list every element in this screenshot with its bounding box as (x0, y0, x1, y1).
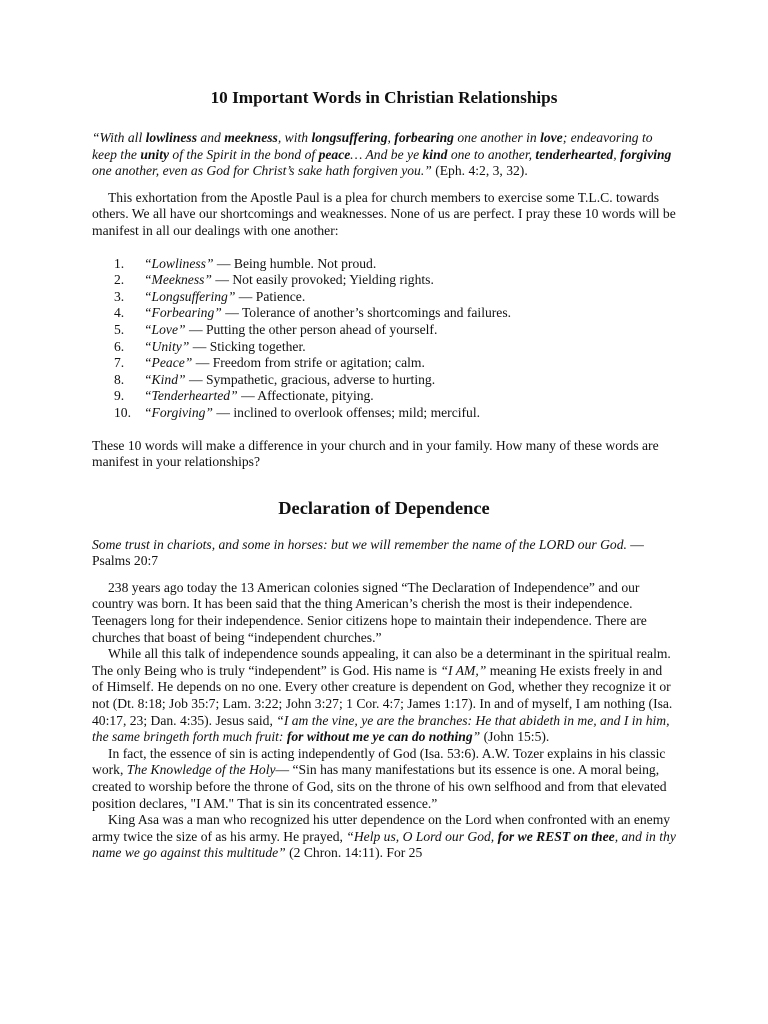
epigraph-text: Some trust in chariots, and some in horses: but we will remember the name of the LORD our God. (92, 536, 627, 552)
item-term: “Unity” (144, 338, 190, 354)
emphasized-text: for we REST on thee (497, 828, 615, 844)
epigraph-keyword: tenderhearted (535, 146, 614, 162)
quoted-text: , and in thy name we go against this multitude” (92, 828, 676, 861)
item-definition: — Putting the other person ahead of yourself. (185, 321, 438, 337)
item-number: 7. (114, 355, 125, 371)
list-item (92, 272, 676, 289)
quoted-text: “I am the vine, ye are the branches: He that abideth in me, and I in him, the same bringeth forth much fruit: (92, 712, 670, 745)
body-paragraph (92, 646, 676, 746)
body-paragraph (92, 812, 676, 862)
epigraph-keyword: lowliness (145, 130, 198, 145)
item-number: 3. (114, 288, 125, 304)
epigraph-reference: (Eph. 4:2, 3, 32). (431, 163, 528, 179)
epigraph-text: one to another, (447, 146, 536, 162)
item-number: 10. (114, 404, 131, 420)
paragraph-text: meaning He exists freely in and of Himself. He depends on no one. Every other creature is dependent on God, whether they recognize it or not (Dt. 8:18; Job 35:7; Lam. 3:22; John 3:27; 1 Cor. 4:7; James 1:17). In and of myself, I am nothing (Isa. 40:17, 23; Dan. 4:35). Jesus said, (92, 662, 673, 728)
list-item (92, 355, 676, 372)
epigraph-text: and (197, 130, 225, 145)
item-definition: — Being humble. Not proud. (213, 255, 377, 271)
epigraph-text: of the Spirit in the bond of (169, 146, 319, 162)
epigraph-keyword: forgiving (620, 146, 672, 162)
epigraph-text: one another in (453, 130, 541, 145)
item-term: “Forgiving” (144, 404, 213, 420)
paragraph-text: — “Sin has many manifestations but its essence is one. A moral being, created to worship before the throne of God, sits on the throne of his own selfhood and from that elevated position declares, "I AM." That is sin its concentrated essence.” (92, 762, 667, 811)
word-list (92, 256, 676, 422)
epigraph-keyword: unity (140, 146, 170, 162)
epigraph-text: , (387, 130, 395, 145)
item-definition: — inclined to overlook offenses; mild; merciful. (212, 404, 481, 420)
item-number: 6. (114, 338, 125, 354)
item-definition: — Freedom from strife or agitation; calm. (192, 355, 425, 371)
epigraph-keyword: kind (422, 146, 448, 162)
item-term: “Meekness” (144, 272, 212, 288)
item-definition: — Sticking together. (189, 338, 306, 354)
article-title: 10 Important Words in Christian Relationships (210, 88, 558, 107)
list-item (92, 305, 676, 322)
quoted-text: “I AM,” (440, 662, 487, 678)
scripture-epigraph (92, 130, 676, 180)
paragraph-text: (John 15:5). (480, 729, 550, 745)
body-paragraph: 238 years ago today the 13 American colonies signed “The Declaration of Independence” and our country was born. It has been said that the thing American’s cherish the most is their independence. Teenagers long for their independence. Senior citizens hope to maintain their independence. There are churches that boast of being “independent churches.” (92, 579, 647, 645)
closing-paragraph: These 10 words will make a difference in your church and in your family. How many of these words are manifest in your relationships? (92, 437, 659, 470)
item-term: “Love” (144, 321, 186, 337)
epigraph-keyword: love (540, 130, 563, 145)
epigraph-text: ; endeavoring to keep the (92, 130, 653, 162)
item-term: “Forbearing” (144, 305, 222, 321)
epigraph-keyword: peace (318, 146, 351, 162)
epigraph-text: one another, even as God for Christ’s sake hath forgiven you.” (92, 163, 432, 179)
list-item (92, 339, 676, 356)
paragraph-text: In fact, the essence of sin is acting independently of God (Isa. 53:6). A.W. Tozer explains in his classic work, (92, 745, 666, 778)
item-term: “Tenderhearted” (144, 388, 238, 404)
article-title: Declaration of Dependence (278, 497, 490, 518)
epigraph-text: … And be ye (350, 146, 423, 162)
list-item (92, 322, 676, 339)
epigraph-text: , with (277, 130, 312, 145)
item-number: 5. (114, 321, 125, 337)
epigraph-keyword: meekness (224, 130, 278, 145)
paragraph-text: While all this talk of independence sounds appealing, it can also be a determinant in the spiritual realm. The only Being who is truly “independent” is God. His name is (92, 646, 671, 678)
epigraph-keyword: longsuffering (311, 130, 388, 145)
section-gap (92, 471, 676, 497)
item-definition: — Affectionate, pitying. (237, 388, 374, 404)
item-number: 4. (114, 305, 125, 321)
item-term: “Peace” (144, 355, 193, 371)
item-number: 2. (114, 272, 125, 288)
book-title: The Knowledge of the Holy (126, 762, 276, 778)
epigraph-reference: —Psalms 20:7 (92, 536, 644, 569)
item-definition: — Not easily provoked; Yielding rights. (211, 272, 434, 288)
body-paragraph (92, 746, 676, 812)
epigraph-keyword: forbearing (394, 130, 454, 145)
item-term: “Kind” (144, 371, 186, 387)
item-number: 1. (114, 255, 125, 271)
list-item (92, 372, 676, 389)
quoted-text: “Help us, O Lord our God, (346, 828, 498, 844)
item-term: “Longsuffering” (144, 288, 236, 304)
list-item (92, 256, 676, 273)
epigraph-text: , (613, 146, 620, 162)
paragraph-text: King Asa was a man who recognized his utter dependence on the Lord when confronted with an enemy army twice the size of as his army. He prayed, (92, 812, 671, 844)
list-item (92, 405, 676, 422)
item-definition: — Patience. (235, 288, 306, 304)
list-item (92, 388, 676, 405)
item-definition: — Sympathetic, gracious, adverse to hurting. (185, 371, 436, 387)
paragraph-text: (2 Chron. 14:11). For 25 (285, 845, 423, 861)
item-definition: — Tolerance of another’s shortcomings and failures. (221, 305, 512, 321)
quoted-text: ” (472, 729, 481, 745)
epigraph-text: “With all (92, 130, 146, 145)
item-term: “Lowliness” (144, 255, 214, 271)
list-item (92, 289, 676, 306)
intro-paragraph: This exhortation from the Apostle Paul is a plea for church members to exercise some T.L.C. towards others. We all have our shortcomings and weaknesses. None of us are perfect. I pray these 10 words will be manifest in all our dealings with one another: (92, 189, 676, 238)
item-number: 8. (114, 371, 125, 387)
item-number: 9. (114, 388, 125, 404)
scripture-epigraph (92, 537, 676, 570)
emphasized-text: for without me ye can do nothing (286, 729, 473, 745)
